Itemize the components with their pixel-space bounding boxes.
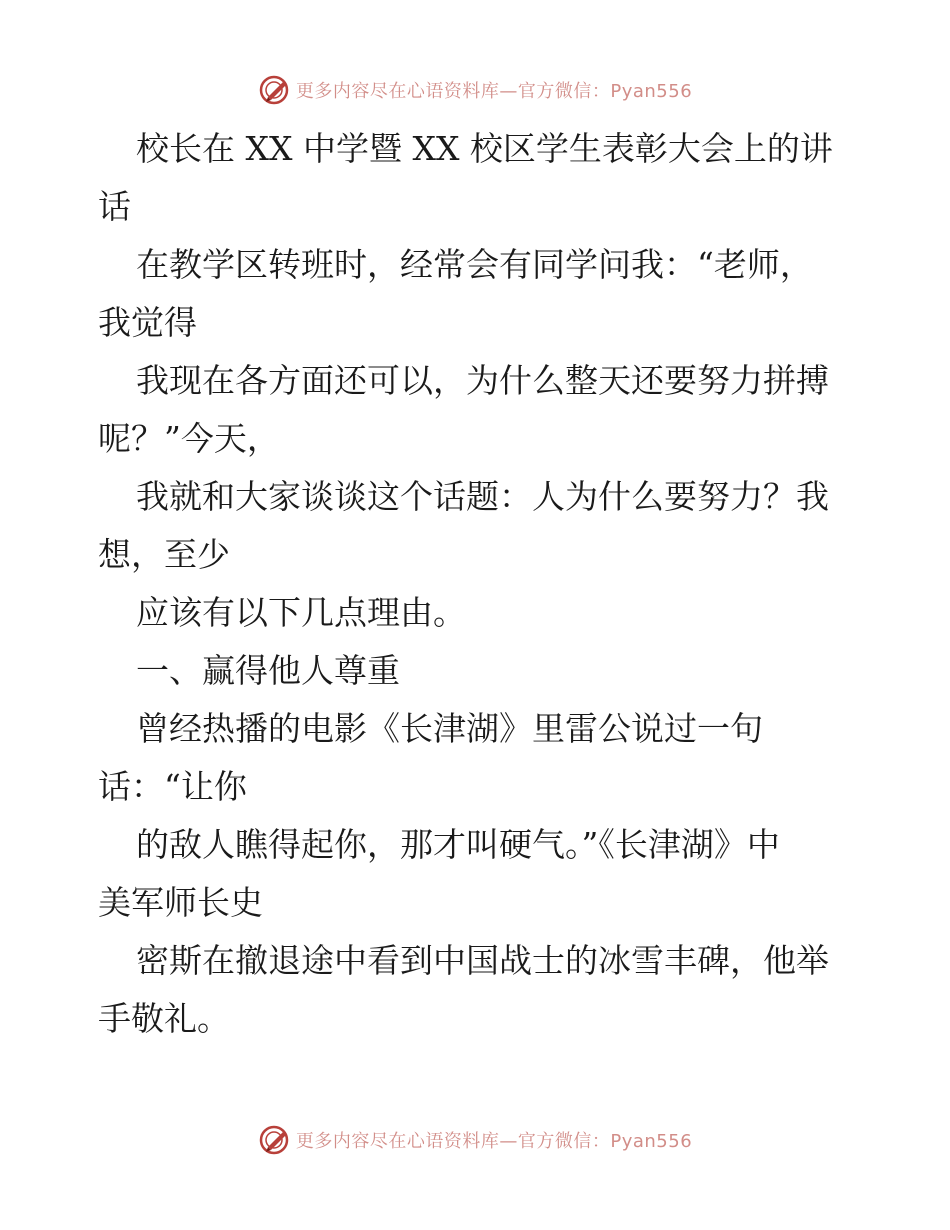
text-line: 校长在 XX 中学暨 XX 校区学生表彰大会上的讲 — [136, 129, 833, 168]
pen-seal-icon — [258, 73, 292, 107]
text-line: 密斯在撤退途中看到中国战士的冰雪丰碑，他举 — [136, 941, 829, 980]
text-line: 我就和大家谈谈这个话题：人为什么要努力？我 — [136, 477, 829, 516]
text-line: 的敌人瞧得起你，那才叫硬气。”《长津湖》中 — [136, 825, 780, 864]
watermark-text: 更多内容尽在心语资料库—官方微信：Pyan556 — [295, 1131, 693, 1152]
document-body — [98, 120, 858, 1048]
pen-seal-icon — [258, 1123, 292, 1157]
text-line: 话：“让你 — [98, 767, 247, 806]
text-line: 想，至少 — [98, 535, 230, 574]
text-line: 我觉得 — [98, 303, 197, 342]
footer-watermark — [0, 1120, 950, 1160]
text-line: 我现在各方面还可以，为什么整天还要努力拼搏 — [136, 361, 829, 400]
text-line: 话 — [98, 187, 131, 226]
watermark-text: 更多内容尽在心语资料库—官方微信：Pyan556 — [295, 81, 693, 102]
text-line: 呢？”今天， — [98, 419, 280, 458]
text-line: 曾经热播的电影《长津湖》里雷公说过一句 — [136, 709, 763, 748]
text-line: 应该有以下几点理由。 — [136, 593, 466, 632]
text-line: 在教学区转班时，经常会有同学问我：“老师， — [136, 245, 813, 284]
header-watermark — [0, 70, 950, 110]
text-line: 手敬礼。 — [98, 999, 230, 1038]
section-heading: 一、赢得他人尊重 — [136, 651, 400, 690]
text-line: 美军师长史 — [98, 883, 263, 922]
